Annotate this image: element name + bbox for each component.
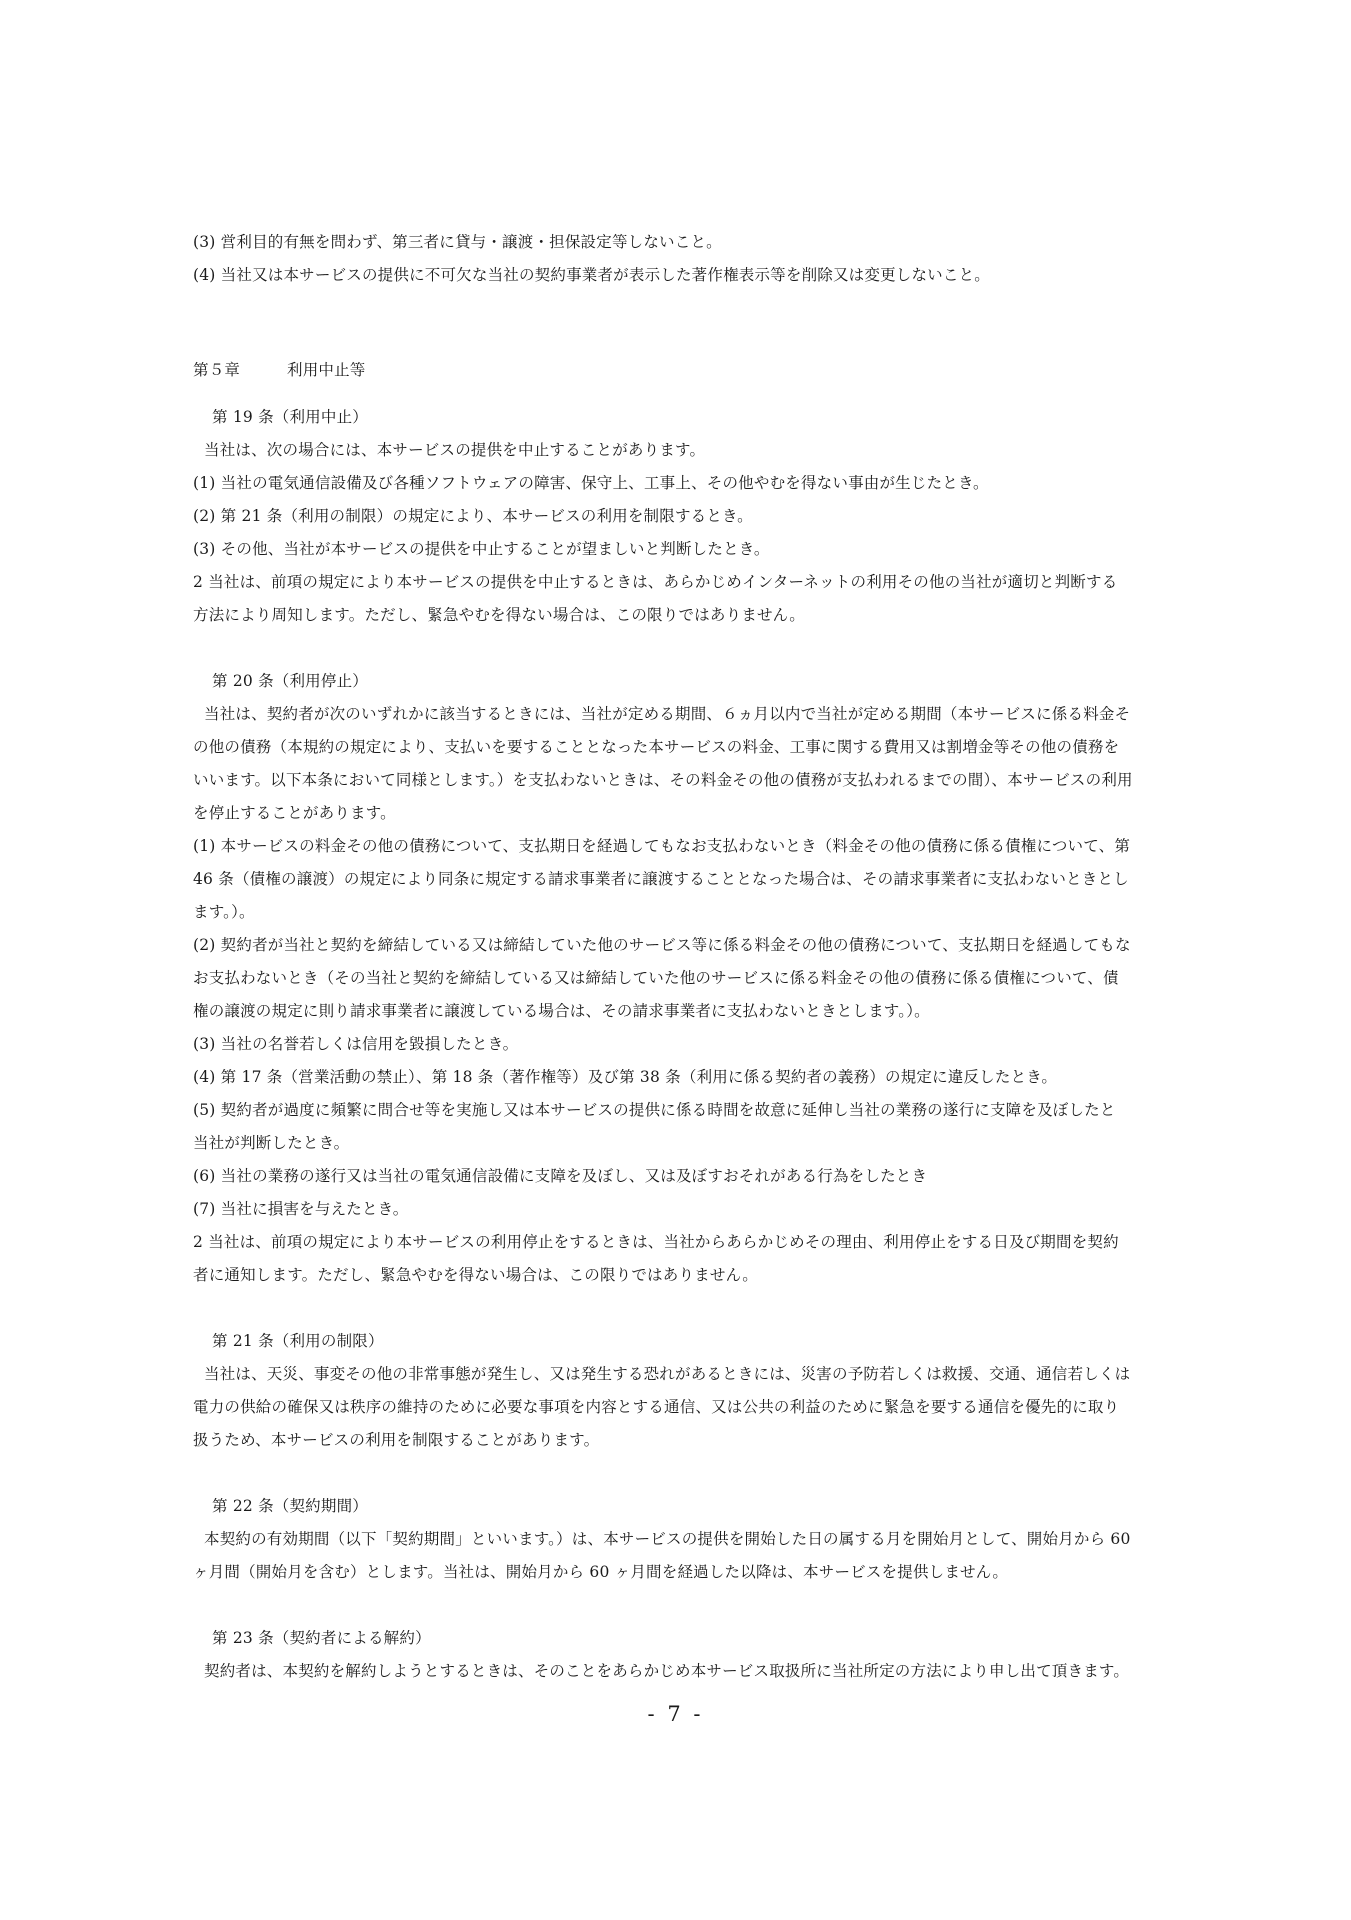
article-20-heading: 第 20 条（利用停止） [212, 672, 368, 690]
article-20-item-1-line-2: 46 条（債権の譲渡）の規定により同条に規定する請求事業者に譲渡することとなった場合は、その請求事業者に支払わないときとし [193, 870, 1129, 888]
article-22-body-line-1: 本契約の有効期間（以下「契約期間」といいます。）は、本サービスの提供を開始した日の属する月を開始月として、開始月から 60 [204, 1530, 1131, 1548]
article-19-item-3: (3) その他、当社が本サービスの提供を中止することが望ましいと判断したとき。 [193, 540, 770, 558]
article-19-para-2-line-1: 2 当社は、前項の規定により本サービスの提供を中止するときは、あらかじめインターネットの利用その他の当社が適切と判断する [193, 573, 1118, 591]
article-20-item-7: (7) 当社に損害を与えたとき。 [193, 1200, 409, 1218]
article-20-item-2-line-1: (2) 契約者が当社と契約を締結している又は締結していた他のサービス等に係る料金その他の債務について、支払期日を経過してもな [193, 936, 1131, 954]
page-body [193, 226, 1163, 1688]
article-21-body-line-3: 扱うため、本サービスの利用を制限することがあります。 [193, 1431, 600, 1449]
article-19-item-1: (1) 当社の電気通信設備及び各種ソフトウェアの障害、保守上、工事上、その他やむを得ない事由が生じたとき。 [193, 474, 989, 492]
article-19-para-2-line-2: 方法により周知します。ただし、緊急やむを得ない場合は、この限りではありません。 [193, 606, 805, 624]
item-4: (4) 当社又は本サービスの提供に不可欠な当社の契約事業者が表示した著作権表示等を削除又は変更しないこと。 [193, 266, 990, 284]
article-22-body-line-2: ヶ月間（開始月を含む）とします。当社は、開始月から 60 ヶ月間を経過した以降は、本サービスを提供しません。 [193, 1563, 1009, 1581]
article-20-item-6: (6) 当社の業務の遂行又は当社の電気通信設備に支障を及ぼし、又は及ぼすおそれがある行為をしたとき [193, 1167, 928, 1185]
article-19-item-2: (2) 第 21 条（利用の制限）の規定により、本サービスの利用を制限するとき。 [193, 507, 753, 525]
article-21-body-line-1: 当社は、天災、事変その他の非常事態が発生し、又は発生する恐れがあるときには、災害の予防若しくは救援、交通、通信若しくは [204, 1365, 1131, 1383]
article-20-para-2-line-1: 2 当社は、前項の規定により本サービスの利用停止をするときは、当社からあらかじめその理由、利用停止をする日及び期間を契約 [193, 1233, 1119, 1251]
article-20-item-5-line-2: 当社が判断したとき。 [193, 1134, 350, 1152]
article-20-lead-line-1: 当社は、契約者が次のいずれかに該当するときには、当社が定める期間、６ヵ月以内で当社が定める期間（本サービスに係る料金そ [204, 705, 1131, 723]
article-20-item-3: (3) 当社の名誉若しくは信用を毀損したとき。 [193, 1035, 519, 1053]
article-20-lead-line-4: を停止することがあります。 [193, 804, 396, 822]
article-20-item-2-line-3: 権の譲渡の規定に則り請求事業者に譲渡している場合は、その請求事業者に支払わないときとします。）。 [193, 1002, 930, 1020]
chapter-heading [193, 354, 1163, 387]
page-number: - 7 - [647, 1702, 704, 1726]
article-19-lead: 当社は、次の場合には、本サービスの提供を中止することがあります。 [204, 441, 706, 459]
article-20-lead-line-3: いいます。以下本条において同様とします。）を支払わないときは、その料金その他の債務が支払われるまでの間）、本サービスの利用 [193, 771, 1133, 789]
article-19-heading: 第 19 条（利用中止） [212, 408, 368, 426]
article-22-heading: 第 22 条（契約期間） [212, 1497, 368, 1515]
article-20-item-4: (4) 第 17 条（営業活動の禁止）、第 18 条（著作権等）及び第 38 条（利用に係る契約者の義務）の規定に違反したとき。 [193, 1068, 1058, 1086]
article-20-lead-line-2: の他の債務（本規約の規定により、支払いを要することとなった本サービスの料金、工事に関する費用又は割増金等その他の債務を [193, 738, 1120, 756]
article-20-item-2-line-2: お支払わないとき（その当社と契約を締結している又は締結していた他のサービスに係る料金その他の債務に係る債権について、債 [193, 969, 1119, 987]
article-20-item-1-line-1: (1) 本サービスの料金その他の債務について、支払期日を経過してもなお支払わないとき（料金その他の債務に係る債権について、第 [193, 837, 1131, 855]
article-20-item-1-line-3: ます。）。 [193, 903, 255, 921]
item-3: (3) 営利目的有無を問わず、第三者に貸与・譲渡・担保設定等しないこと。 [193, 233, 722, 251]
article-20-item-5-line-1: (5) 契約者が過度に頻繁に問合せ等を実施し又は本サービスの提供に係る時間を故意に延伸し当社の業務の遂行に支障を及ぼしたと [193, 1101, 1116, 1119]
article-21-heading: 第 21 条（利用の制限） [212, 1332, 384, 1350]
chapter-title: 利用中止等 [287, 361, 366, 379]
article-20-para-2-line-2: 者に通知します。ただし、緊急やむを得ない場合は、この限りではありません。 [193, 1266, 758, 1284]
article-23-body-line-1: 契約者は、本契約を解約しようとするときは、そのことをあらかじめ本サービス取扱所に当社所定の方法により申し出て頂きます。 [204, 1662, 1130, 1680]
chapter-number: 第５章 [193, 361, 241, 379]
article-23-heading: 第 23 条（契約者による解約） [212, 1629, 431, 1647]
article-21-body-line-2: 電力の供給の確保又は秩序の維持のために必要な事項を内容とする通信、又は公共の利益のために緊急を要する通信を優先的に取り [193, 1398, 1120, 1416]
